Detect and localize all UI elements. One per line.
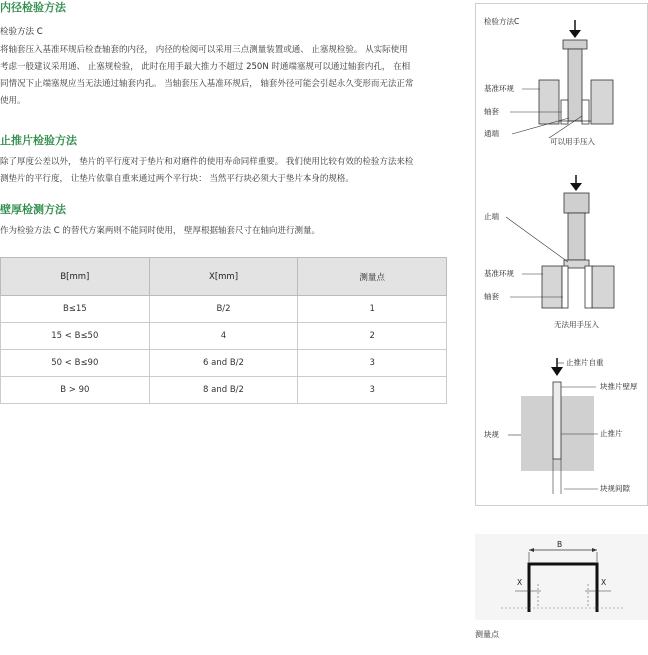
label-bush: 轴套 xyxy=(484,107,499,116)
label-washer: 止推片 xyxy=(600,429,623,438)
label-b: B xyxy=(557,540,563,549)
table-row xyxy=(1,377,447,404)
content-column xyxy=(0,0,452,240)
label-gap: 块规间隙 xyxy=(600,484,630,493)
header-points: 测量点 xyxy=(298,258,447,296)
table-cell: 8 and B/2 xyxy=(149,377,298,404)
table-cell: 4 xyxy=(149,323,298,350)
table-cell: 2 xyxy=(298,323,447,350)
label-x-left: X xyxy=(517,578,523,587)
label-bush-2: 轴套 xyxy=(484,292,499,301)
table-row xyxy=(1,296,447,323)
text-line: 考虑一般建议采用通、 止塞规检验， 此时在用手最大推力不超过 250N 时通端塞规可以通过轴套内孔， 在相 xyxy=(0,62,411,72)
measurement-points-figure xyxy=(475,534,648,620)
text-line: 将轴套压入基准环规后检查轴套的内径， 内径的检阅可以采用三点测量装置或通、 止塞规检验。 从实际使用 xyxy=(0,45,408,55)
header-b: B[mm] xyxy=(1,258,150,296)
method-c-figure xyxy=(475,3,648,506)
text-line: 同情况下止端塞规应当无法通过轴套内孔。 当轴套压入基准环规后， 轴套外径可能会引起永久变形而无法正常 xyxy=(0,79,414,89)
table-row xyxy=(1,323,447,350)
label-ring-2: 基准环规 xyxy=(484,269,514,278)
table-cell: 15 < B≤50 xyxy=(1,323,150,350)
table-cell: 6 and B/2 xyxy=(149,350,298,377)
thrust-washer-diagram xyxy=(484,357,638,494)
method-c-diagram xyxy=(476,4,648,507)
text-line: 使用。 xyxy=(0,96,26,106)
paragraph-inner-diameter xyxy=(0,42,452,110)
go-plug-diagram xyxy=(484,20,613,146)
label-press-ok: 可以用手压入 xyxy=(550,137,595,146)
paragraph-wall-thickness xyxy=(0,223,452,240)
label-washer-thickness: 块推片壁厚 xyxy=(600,382,638,391)
paragraph-thrust-washer xyxy=(0,154,452,188)
label-press-no: 无法用手压入 xyxy=(554,320,599,329)
table-cell: 1 xyxy=(298,296,447,323)
label-stop-end: 止端 xyxy=(484,212,499,221)
figure-title: 检验方法C xyxy=(484,17,520,26)
table-header-row xyxy=(1,258,447,296)
table-cell: B≤15 xyxy=(1,296,150,323)
table-cell: B/2 xyxy=(149,296,298,323)
section-title-inner-diameter: 内径检验方法 xyxy=(0,1,66,14)
measurement-points-diagram xyxy=(475,534,648,620)
text-line: 测垫片的平行度， 让垫片依靠自重来通过两个平行块： 当然平行块必须大于垫片本身的规格。 xyxy=(0,174,354,184)
label-self-weight: 止推片自重 xyxy=(566,358,604,367)
label-go-end: 通端 xyxy=(484,129,499,138)
header-x: X[mm] xyxy=(149,258,298,296)
table-cell: 3 xyxy=(298,377,447,404)
method-c-label: 检验方法 C xyxy=(0,27,43,37)
measurement-points-caption: 测量点 xyxy=(475,630,499,639)
table-cell: 3 xyxy=(298,350,447,377)
table-row xyxy=(1,350,447,377)
label-ring: 基准环规 xyxy=(484,84,514,93)
label-block: 块规 xyxy=(484,430,499,439)
section-title-wall-thickness: 壁厚检测方法 xyxy=(0,203,66,216)
section-title-thrust-washer: 止推片检验方法 xyxy=(0,134,77,147)
table-cell: B > 90 xyxy=(1,377,150,404)
label-x-right: X xyxy=(601,578,607,587)
text-line: 作为检验方法 C 的替代方案两则不能同时使用， 壁厚根据轴套尺寸在轴向进行测量。 xyxy=(0,226,321,236)
text-line: 除了厚度公差以外， 垫片的平行度对于垫片和对磨件的使用寿命同样重要。 我们使用比较有效的检验方法来检 xyxy=(0,157,414,167)
stop-plug-diagram xyxy=(484,175,614,329)
table-cell: 50 < B≤90 xyxy=(1,350,150,377)
measurement-table xyxy=(0,257,447,404)
